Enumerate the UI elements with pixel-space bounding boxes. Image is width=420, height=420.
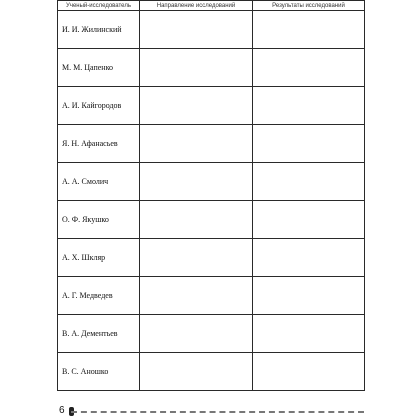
researcher-name-cell: А. А. Смолич: [58, 163, 140, 201]
researcher-name-cell: М. М. Цапенко: [58, 49, 140, 87]
researcher-name-cell: В. С. Аношко: [58, 353, 140, 391]
results-cell[interactable]: [253, 87, 365, 125]
direction-cell[interactable]: [140, 87, 253, 125]
results-cell[interactable]: [253, 277, 365, 315]
header-results: Результаты исследований: [253, 1, 365, 11]
direction-cell[interactable]: [140, 201, 253, 239]
direction-cell[interactable]: [140, 163, 253, 201]
direction-cell[interactable]: [140, 239, 253, 277]
results-cell[interactable]: [253, 49, 365, 87]
researcher-name-cell: В. А. Дементьев: [58, 315, 140, 353]
researcher-name-cell: А. Г. Медведев: [58, 277, 140, 315]
results-cell[interactable]: [253, 239, 365, 277]
page-footer: [57, 404, 364, 420]
results-cell[interactable]: [253, 353, 365, 391]
header-direction: Направление исследований: [140, 1, 253, 11]
direction-cell[interactable]: [140, 11, 253, 49]
direction-cell[interactable]: [140, 49, 253, 87]
table-row: [58, 277, 365, 315]
results-cell[interactable]: [253, 163, 365, 201]
direction-cell[interactable]: [140, 315, 253, 353]
header-researcher: Ученый-исследователь: [58, 1, 140, 11]
header-row: [58, 1, 365, 11]
researchers-table: [57, 0, 365, 391]
researcher-name-cell: Я. Н. Афанасьев: [58, 125, 140, 163]
footer-divider: [71, 411, 364, 413]
table-row: [58, 353, 365, 391]
table-row: [58, 11, 365, 49]
direction-cell[interactable]: [140, 125, 253, 163]
results-cell[interactable]: [253, 11, 365, 49]
table-body: [58, 11, 365, 391]
table-row: [58, 125, 365, 163]
direction-cell[interactable]: [140, 353, 253, 391]
results-cell[interactable]: [253, 125, 365, 163]
page-number: 6: [59, 405, 65, 416]
researcher-name-cell: И. И. Жилинский: [58, 11, 140, 49]
results-cell[interactable]: [253, 201, 365, 239]
table-row: [58, 315, 365, 353]
table-row: [58, 239, 365, 277]
direction-cell[interactable]: [140, 277, 253, 315]
table-row: [58, 201, 365, 239]
researcher-name-cell: О. Ф. Якушко: [58, 201, 140, 239]
table-row: [58, 163, 365, 201]
researcher-name-cell: А. И. Кайгородов: [58, 87, 140, 125]
researcher-name-cell: А. Х. Шкляр: [58, 239, 140, 277]
results-cell[interactable]: [253, 315, 365, 353]
table-header: [58, 1, 365, 11]
table-row: [58, 49, 365, 87]
table-row: [58, 87, 365, 125]
